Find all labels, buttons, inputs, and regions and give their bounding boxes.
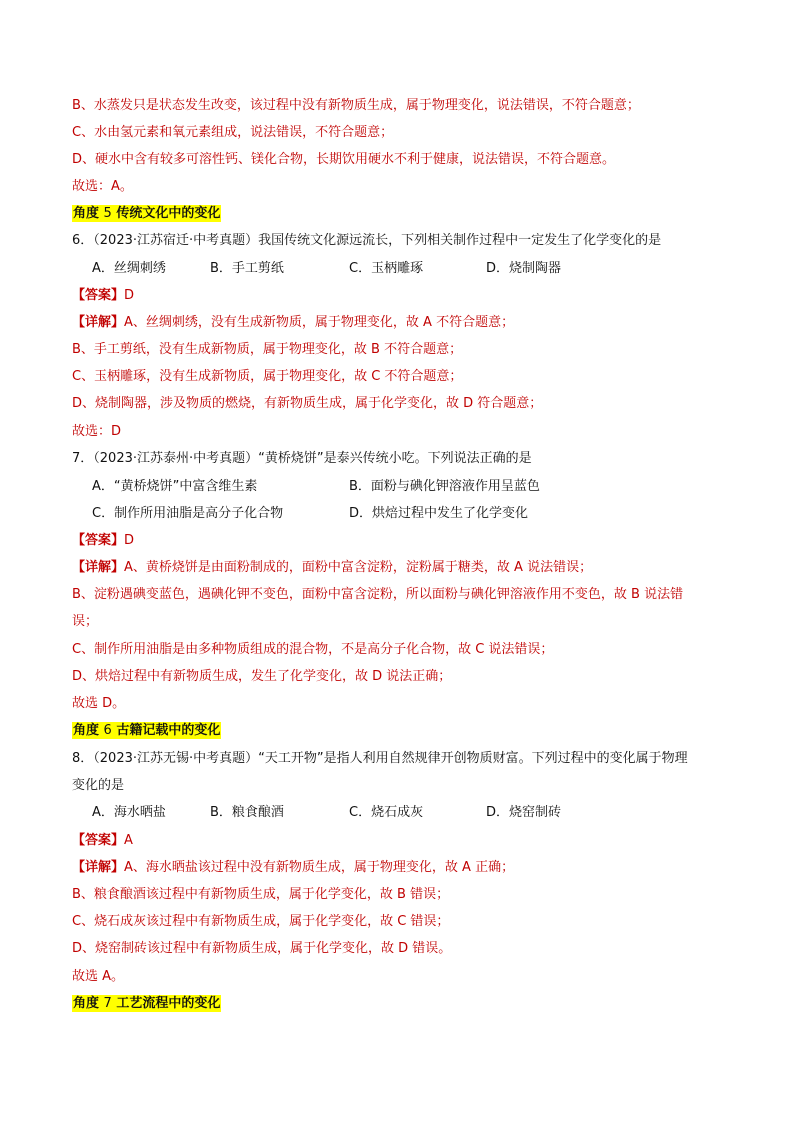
q7-option-c: C．制作所用油脂是高分子化合物 xyxy=(92,506,284,521)
q8-option-c: C．烧石成灰 xyxy=(349,805,424,820)
q7-option-b: B．面粉与碘化钾溶液作用呈蓝色 xyxy=(349,479,540,494)
q6-detail-a: 【详解】A、丝绸刺绣，没有生成新物质，属于物理变化，故 A 不符合题意； xyxy=(72,315,515,330)
q6-detail-c: C、玉柄雕琢，没有生成新物质，属于物理变化，故 C 不符合题意； xyxy=(72,369,463,384)
q8-detail-b: B、粮食酿酒该过程中有新物质生成，属于化学变化，故 B 错误； xyxy=(72,887,450,902)
question-8-stem: 8．（2023·江苏无锡·中考真题）“天工开物”是指人利用自然规律开创物质财富。下列过程中的变化属于物理 xyxy=(72,751,688,766)
q7-detail-a: 【详解】A、黄桥烧饼是由面粉制成的，面粉中富含淀粉，淀粉属于糖类，故 A 说法错误； xyxy=(72,560,593,575)
prev-conclusion: 故选：A。 xyxy=(72,179,133,194)
q7-detail-b: B、淀粉遇碘变蓝色，遇碘化钾不变色，面粉中富含淀粉，所以面粉与碘化钾溶液作用不变色，故 B 说法错 xyxy=(72,587,684,602)
q7-conclusion: 故选 D。 xyxy=(72,696,126,711)
question-8-stem-cont: 变化的是 xyxy=(72,778,125,793)
q8-detail-d: D、烧窑制砖该过程中有新物质生成，属于化学变化，故 D 错误。 xyxy=(72,941,452,956)
section-heading-5: 角度 5 传统文化中的变化 xyxy=(73,206,221,221)
question-6-stem: 6．（2023·江苏宿迁·中考真题）我国传统文化源远流长，下列相关制作过程中一定发生了化学变化的是 xyxy=(72,233,662,248)
question-7-stem: 7．（2023·江苏泰州·中考真题）“黄桥烧饼”是泰兴传统小吃。下列说法正确的是 xyxy=(72,451,532,466)
q8-option-d: D．烧窑制砖 xyxy=(486,805,562,820)
q6-detail-d: D、烧制陶器，涉及物质的燃烧，有新物质生成，属于化学变化，故 D 符合题意； xyxy=(72,396,543,411)
q8-answer: 【答案】A xyxy=(72,833,133,848)
q7-detail-b-cont: 误； xyxy=(72,614,99,629)
q6-answer: 【答案】D xyxy=(72,288,135,303)
prev-explanation-b: B、水蒸发只是状态发生改变，该过程中没有新物质生成，属于物理变化，说法错误，不符合题意； xyxy=(72,98,640,113)
q6-option-c: C．玉柄雕琢 xyxy=(349,261,424,276)
q7-option-a: A．“黄桥烧饼”中富含维生素 xyxy=(92,479,258,494)
q7-detail-d: D、烘焙过程中有新物质生成，发生了化学变化，故 D 说法正确； xyxy=(72,669,452,684)
prev-explanation-d: D、硬水中含有较多可溶性钙、镁化合物，长期饮用硬水不利于健康，说法错误，不符合题意。 xyxy=(72,152,616,167)
q6-option-a: A．丝绸刺绣 xyxy=(92,261,166,276)
section-heading-7: 角度 7 工艺流程中的变化 xyxy=(73,996,221,1011)
q8-detail-a: 【详解】A、海水晒盐该过程中没有新物质生成，属于物理变化，故 A 正确； xyxy=(72,860,515,875)
prev-explanation-c: C、水由氢元素和氧元素组成，说法错误，不符合题意； xyxy=(72,125,394,140)
q7-option-d: D．烘焙过程中发生了化学变化 xyxy=(349,506,529,521)
q8-option-a: A．海水晒盐 xyxy=(92,805,166,820)
q6-conclusion: 故选：D xyxy=(72,424,122,439)
q8-conclusion: 故选 A。 xyxy=(72,969,125,984)
q7-answer: 【答案】D xyxy=(72,533,135,548)
q7-detail-c: C、制作所用油脂是由多种物质组成的混合物，不是高分子化合物，故 C 说法错误； xyxy=(72,642,554,657)
section-heading-6: 角度 6 古籍记载中的变化 xyxy=(73,723,221,738)
q6-option-b: B．手工剪纸 xyxy=(210,261,284,276)
q6-option-d: D．烧制陶器 xyxy=(486,261,562,276)
q6-detail-b: B、手工剪纸，没有生成新物质，属于物理变化，故 B 不符合题意； xyxy=(72,342,463,357)
q8-option-b: B．粮食酿酒 xyxy=(210,805,284,820)
q8-detail-c: C、烧石成灰该过程中有新物质生成，属于化学变化，故 C 错误； xyxy=(72,914,450,929)
